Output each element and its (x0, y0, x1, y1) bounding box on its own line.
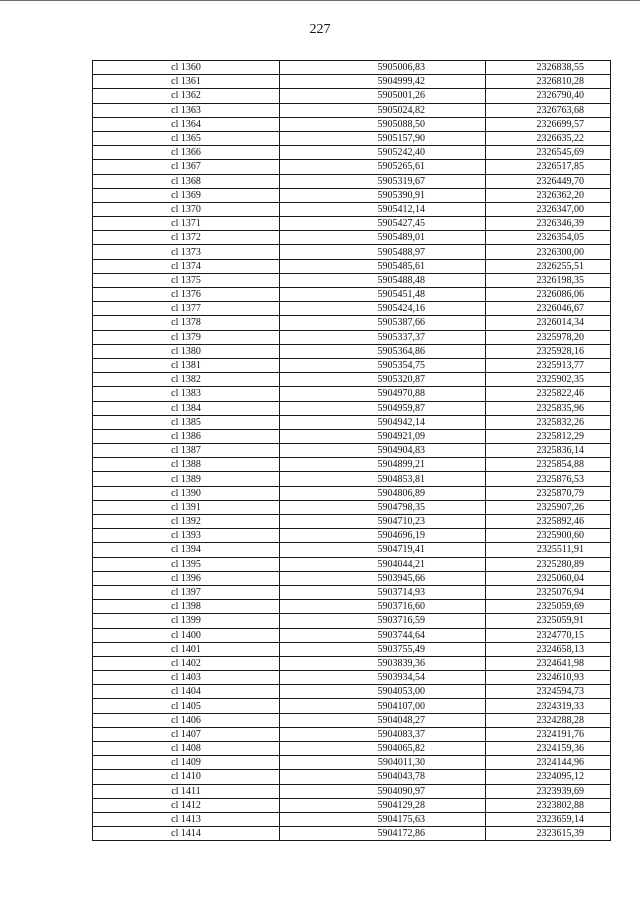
x-coordinate-cell: 5905489,01 (280, 231, 486, 245)
x-coordinate-cell: 5904942,14 (280, 415, 486, 429)
x-coordinate-cell: 5904083,37 (280, 727, 486, 741)
point-id-cell: сl 1396 (93, 571, 280, 585)
y-coordinate-cell: 2325822,46 (486, 387, 611, 401)
x-coordinate-cell: 5903945,66 (280, 571, 486, 585)
x-coordinate-cell: 5904172,86 (280, 827, 486, 841)
point-id-cell: сl 1377 (93, 302, 280, 316)
table-row (93, 358, 611, 372)
x-coordinate-cell: 5905242,40 (280, 146, 486, 160)
table-row (93, 245, 611, 259)
table-row (93, 202, 611, 216)
point-id-cell: сl 1362 (93, 89, 280, 103)
table-row (93, 330, 611, 344)
x-coordinate-cell: 5905024,82 (280, 103, 486, 117)
point-id-cell: сl 1379 (93, 330, 280, 344)
table-row (93, 770, 611, 784)
table-row (93, 671, 611, 685)
table-row (93, 614, 611, 628)
x-coordinate-cell: 5903744,64 (280, 628, 486, 642)
x-coordinate-cell: 5904053,00 (280, 685, 486, 699)
x-coordinate-cell: 5903934,54 (280, 671, 486, 685)
x-coordinate-cell: 5903839,36 (280, 656, 486, 670)
x-coordinate-cell: 5904853,81 (280, 472, 486, 486)
table-row (93, 642, 611, 656)
y-coordinate-cell: 2324319,33 (486, 699, 611, 713)
y-coordinate-cell: 2325812,29 (486, 429, 611, 443)
point-id-cell: сl 1386 (93, 429, 280, 443)
x-coordinate-cell: 5904090,97 (280, 784, 486, 798)
y-coordinate-cell: 2326635,22 (486, 131, 611, 145)
table-row (93, 415, 611, 429)
table-row (93, 685, 611, 699)
x-coordinate-cell: 5905390,91 (280, 188, 486, 202)
point-id-cell: сl 1405 (93, 699, 280, 713)
y-coordinate-cell: 2324658,13 (486, 642, 611, 656)
table-row (93, 727, 611, 741)
table-row (93, 812, 611, 826)
y-coordinate-cell: 2324594,73 (486, 685, 611, 699)
point-id-cell: сl 1403 (93, 671, 280, 685)
y-coordinate-cell: 2326517,85 (486, 160, 611, 174)
x-coordinate-cell: 5905157,90 (280, 131, 486, 145)
x-coordinate-cell: 5905088,50 (280, 117, 486, 131)
point-id-cell: сl 1384 (93, 401, 280, 415)
point-id-cell: сl 1411 (93, 784, 280, 798)
table-row (93, 444, 611, 458)
point-id-cell: сl 1382 (93, 373, 280, 387)
point-id-cell: сl 1404 (93, 685, 280, 699)
point-id-cell: сl 1367 (93, 160, 280, 174)
y-coordinate-cell: 2324095,12 (486, 770, 611, 784)
table-row (93, 373, 611, 387)
table-row (93, 117, 611, 131)
y-coordinate-cell: 2325907,26 (486, 500, 611, 514)
point-id-cell: сl 1390 (93, 486, 280, 500)
point-id-cell: сl 1366 (93, 146, 280, 160)
point-id-cell: сl 1369 (93, 188, 280, 202)
x-coordinate-cell: 5905387,66 (280, 316, 486, 330)
point-id-cell: сl 1370 (93, 202, 280, 216)
table-row (93, 103, 611, 117)
point-id-cell: сl 1410 (93, 770, 280, 784)
y-coordinate-cell: 2326699,57 (486, 117, 611, 131)
point-id-cell: сl 1409 (93, 756, 280, 770)
point-id-cell: сl 1394 (93, 543, 280, 557)
y-coordinate-cell: 2323939,69 (486, 784, 611, 798)
x-coordinate-cell: 5904921,09 (280, 429, 486, 443)
point-id-cell: сl 1398 (93, 600, 280, 614)
y-coordinate-cell: 2325854,88 (486, 458, 611, 472)
y-coordinate-cell: 2325913,77 (486, 358, 611, 372)
point-id-cell: сl 1385 (93, 415, 280, 429)
point-id-cell: сl 1412 (93, 798, 280, 812)
y-coordinate-cell: 2325902,35 (486, 373, 611, 387)
point-id-cell: сl 1375 (93, 273, 280, 287)
x-coordinate-cell: 5904899,21 (280, 458, 486, 472)
y-coordinate-cell: 2326014,34 (486, 316, 611, 330)
x-coordinate-cell: 5905451,48 (280, 288, 486, 302)
table-row (93, 628, 611, 642)
point-id-cell: сl 1401 (93, 642, 280, 656)
table-row (93, 515, 611, 529)
y-coordinate-cell: 2325870,79 (486, 486, 611, 500)
y-coordinate-cell: 2326449,70 (486, 174, 611, 188)
point-id-cell: сl 1364 (93, 117, 280, 131)
table-row (93, 742, 611, 756)
x-coordinate-cell: 5903716,60 (280, 600, 486, 614)
point-id-cell: сl 1368 (93, 174, 280, 188)
x-coordinate-cell: 5905412,14 (280, 202, 486, 216)
table-row (93, 429, 611, 443)
point-id-cell: сl 1391 (93, 500, 280, 514)
y-coordinate-cell: 2325928,16 (486, 344, 611, 358)
y-coordinate-cell: 2324159,36 (486, 742, 611, 756)
y-coordinate-cell: 2324641,98 (486, 656, 611, 670)
point-id-cell: сl 1381 (93, 358, 280, 372)
table-row (93, 302, 611, 316)
point-id-cell: сl 1393 (93, 529, 280, 543)
y-coordinate-cell: 2326347,00 (486, 202, 611, 216)
table-row (93, 231, 611, 245)
x-coordinate-cell: 5904959,87 (280, 401, 486, 415)
y-coordinate-cell: 2325060,04 (486, 571, 611, 585)
table-row (93, 188, 611, 202)
table-row (93, 316, 611, 330)
y-coordinate-cell: 2325832,26 (486, 415, 611, 429)
x-coordinate-cell: 5904806,89 (280, 486, 486, 500)
table-row (93, 344, 611, 358)
y-coordinate-cell: 2325876,53 (486, 472, 611, 486)
x-coordinate-cell: 5905488,48 (280, 273, 486, 287)
point-id-cell: сl 1363 (93, 103, 280, 117)
y-coordinate-cell: 2326086,06 (486, 288, 611, 302)
point-id-cell: сl 1361 (93, 75, 280, 89)
table-row (93, 458, 611, 472)
table-row (93, 557, 611, 571)
point-id-cell: сl 1406 (93, 713, 280, 727)
point-id-cell: сl 1378 (93, 316, 280, 330)
table-row (93, 288, 611, 302)
x-coordinate-cell: 5903716,59 (280, 614, 486, 628)
y-coordinate-cell: 2326255,51 (486, 259, 611, 273)
x-coordinate-cell: 5905337,37 (280, 330, 486, 344)
y-coordinate-cell: 2324770,15 (486, 628, 611, 642)
table-row (93, 585, 611, 599)
table-row (93, 387, 611, 401)
point-id-cell: сl 1414 (93, 827, 280, 841)
y-coordinate-cell: 2324191,76 (486, 727, 611, 741)
point-id-cell: сl 1383 (93, 387, 280, 401)
table-row (93, 784, 611, 798)
table-row (93, 472, 611, 486)
top-border-line (0, 0, 640, 1)
point-id-cell: сl 1372 (93, 231, 280, 245)
y-coordinate-cell: 2325511,91 (486, 543, 611, 557)
y-coordinate-cell: 2326838,55 (486, 61, 611, 75)
table-row (93, 571, 611, 585)
y-coordinate-cell: 2326300,00 (486, 245, 611, 259)
x-coordinate-cell: 5905485,61 (280, 259, 486, 273)
table-row (93, 798, 611, 812)
y-coordinate-cell: 2325978,20 (486, 330, 611, 344)
y-coordinate-cell: 2326763,68 (486, 103, 611, 117)
table-row (93, 61, 611, 75)
y-coordinate-cell: 2325892,46 (486, 515, 611, 529)
x-coordinate-cell: 5904011,30 (280, 756, 486, 770)
point-id-cell: сl 1408 (93, 742, 280, 756)
point-id-cell: сl 1360 (93, 61, 280, 75)
y-coordinate-cell: 2325059,91 (486, 614, 611, 628)
table-row (93, 656, 611, 670)
table-row (93, 827, 611, 841)
y-coordinate-cell: 2325076,94 (486, 585, 611, 599)
table-row (93, 756, 611, 770)
table-body (93, 61, 611, 841)
table-row (93, 131, 611, 145)
x-coordinate-cell: 5904043,78 (280, 770, 486, 784)
y-coordinate-cell: 2326790,40 (486, 89, 611, 103)
point-id-cell: сl 1399 (93, 614, 280, 628)
x-coordinate-cell: 5904065,82 (280, 742, 486, 756)
point-id-cell: сl 1376 (93, 288, 280, 302)
x-coordinate-cell: 5904044,21 (280, 557, 486, 571)
point-id-cell: сl 1389 (93, 472, 280, 486)
table-row (93, 174, 611, 188)
point-id-cell: сl 1365 (93, 131, 280, 145)
table-row (93, 600, 611, 614)
y-coordinate-cell: 2326346,39 (486, 217, 611, 231)
point-id-cell: сl 1402 (93, 656, 280, 670)
x-coordinate-cell: 5905319,67 (280, 174, 486, 188)
x-coordinate-cell: 5905488,97 (280, 245, 486, 259)
x-coordinate-cell: 5905364,86 (280, 344, 486, 358)
point-id-cell: сl 1397 (93, 585, 280, 599)
y-coordinate-cell: 2324288,28 (486, 713, 611, 727)
x-coordinate-cell: 5903755,49 (280, 642, 486, 656)
y-coordinate-cell: 2324610,93 (486, 671, 611, 685)
table-row (93, 699, 611, 713)
table-row (93, 401, 611, 415)
y-coordinate-cell: 2326354,05 (486, 231, 611, 245)
y-coordinate-cell: 2325280,89 (486, 557, 611, 571)
x-coordinate-cell: 5904107,00 (280, 699, 486, 713)
x-coordinate-cell: 5903714,93 (280, 585, 486, 599)
x-coordinate-cell: 5905001,26 (280, 89, 486, 103)
coordinates-table (92, 60, 611, 841)
table-row (93, 543, 611, 557)
y-coordinate-cell: 2326046,67 (486, 302, 611, 316)
x-coordinate-cell: 5904696,19 (280, 529, 486, 543)
y-coordinate-cell: 2323615,39 (486, 827, 611, 841)
x-coordinate-cell: 5904904,83 (280, 444, 486, 458)
x-coordinate-cell: 5905265,61 (280, 160, 486, 174)
point-id-cell: сl 1407 (93, 727, 280, 741)
y-coordinate-cell: 2324144,96 (486, 756, 611, 770)
table-row (93, 273, 611, 287)
x-coordinate-cell: 5905006,83 (280, 61, 486, 75)
x-coordinate-cell: 5905424,16 (280, 302, 486, 316)
table-row (93, 529, 611, 543)
table-row (93, 259, 611, 273)
table-row (93, 713, 611, 727)
y-coordinate-cell: 2326362,20 (486, 188, 611, 202)
y-coordinate-cell: 2323802,88 (486, 798, 611, 812)
point-id-cell: сl 1373 (93, 245, 280, 259)
table-row (93, 89, 611, 103)
x-coordinate-cell: 5904048,27 (280, 713, 486, 727)
x-coordinate-cell: 5904999,42 (280, 75, 486, 89)
point-id-cell: сl 1388 (93, 458, 280, 472)
y-coordinate-cell: 2326545,69 (486, 146, 611, 160)
x-coordinate-cell: 5905427,45 (280, 217, 486, 231)
x-coordinate-cell: 5905320,87 (280, 373, 486, 387)
table-row (93, 217, 611, 231)
table-row (93, 146, 611, 160)
table-row (93, 500, 611, 514)
x-coordinate-cell: 5905354,75 (280, 358, 486, 372)
y-coordinate-cell: 2325835,96 (486, 401, 611, 415)
x-coordinate-cell: 5904129,28 (280, 798, 486, 812)
y-coordinate-cell: 2323659,14 (486, 812, 611, 826)
point-id-cell: сl 1371 (93, 217, 280, 231)
y-coordinate-cell: 2326810,28 (486, 75, 611, 89)
table-row (93, 486, 611, 500)
x-coordinate-cell: 5904798,35 (280, 500, 486, 514)
point-id-cell: сl 1380 (93, 344, 280, 358)
x-coordinate-cell: 5904710,23 (280, 515, 486, 529)
point-id-cell: сl 1392 (93, 515, 280, 529)
x-coordinate-cell: 5904175,63 (280, 812, 486, 826)
table-row (93, 75, 611, 89)
point-id-cell: сl 1413 (93, 812, 280, 826)
point-id-cell: сl 1395 (93, 557, 280, 571)
table-row (93, 160, 611, 174)
page-number: 227 (309, 22, 331, 37)
point-id-cell: сl 1400 (93, 628, 280, 642)
y-coordinate-cell: 2326198,35 (486, 273, 611, 287)
y-coordinate-cell: 2325900,60 (486, 529, 611, 543)
point-id-cell: сl 1374 (93, 259, 280, 273)
x-coordinate-cell: 5904970,88 (280, 387, 486, 401)
point-id-cell: сl 1387 (93, 444, 280, 458)
y-coordinate-cell: 2325059,69 (486, 600, 611, 614)
y-coordinate-cell: 2325836,14 (486, 444, 611, 458)
x-coordinate-cell: 5904719,41 (280, 543, 486, 557)
